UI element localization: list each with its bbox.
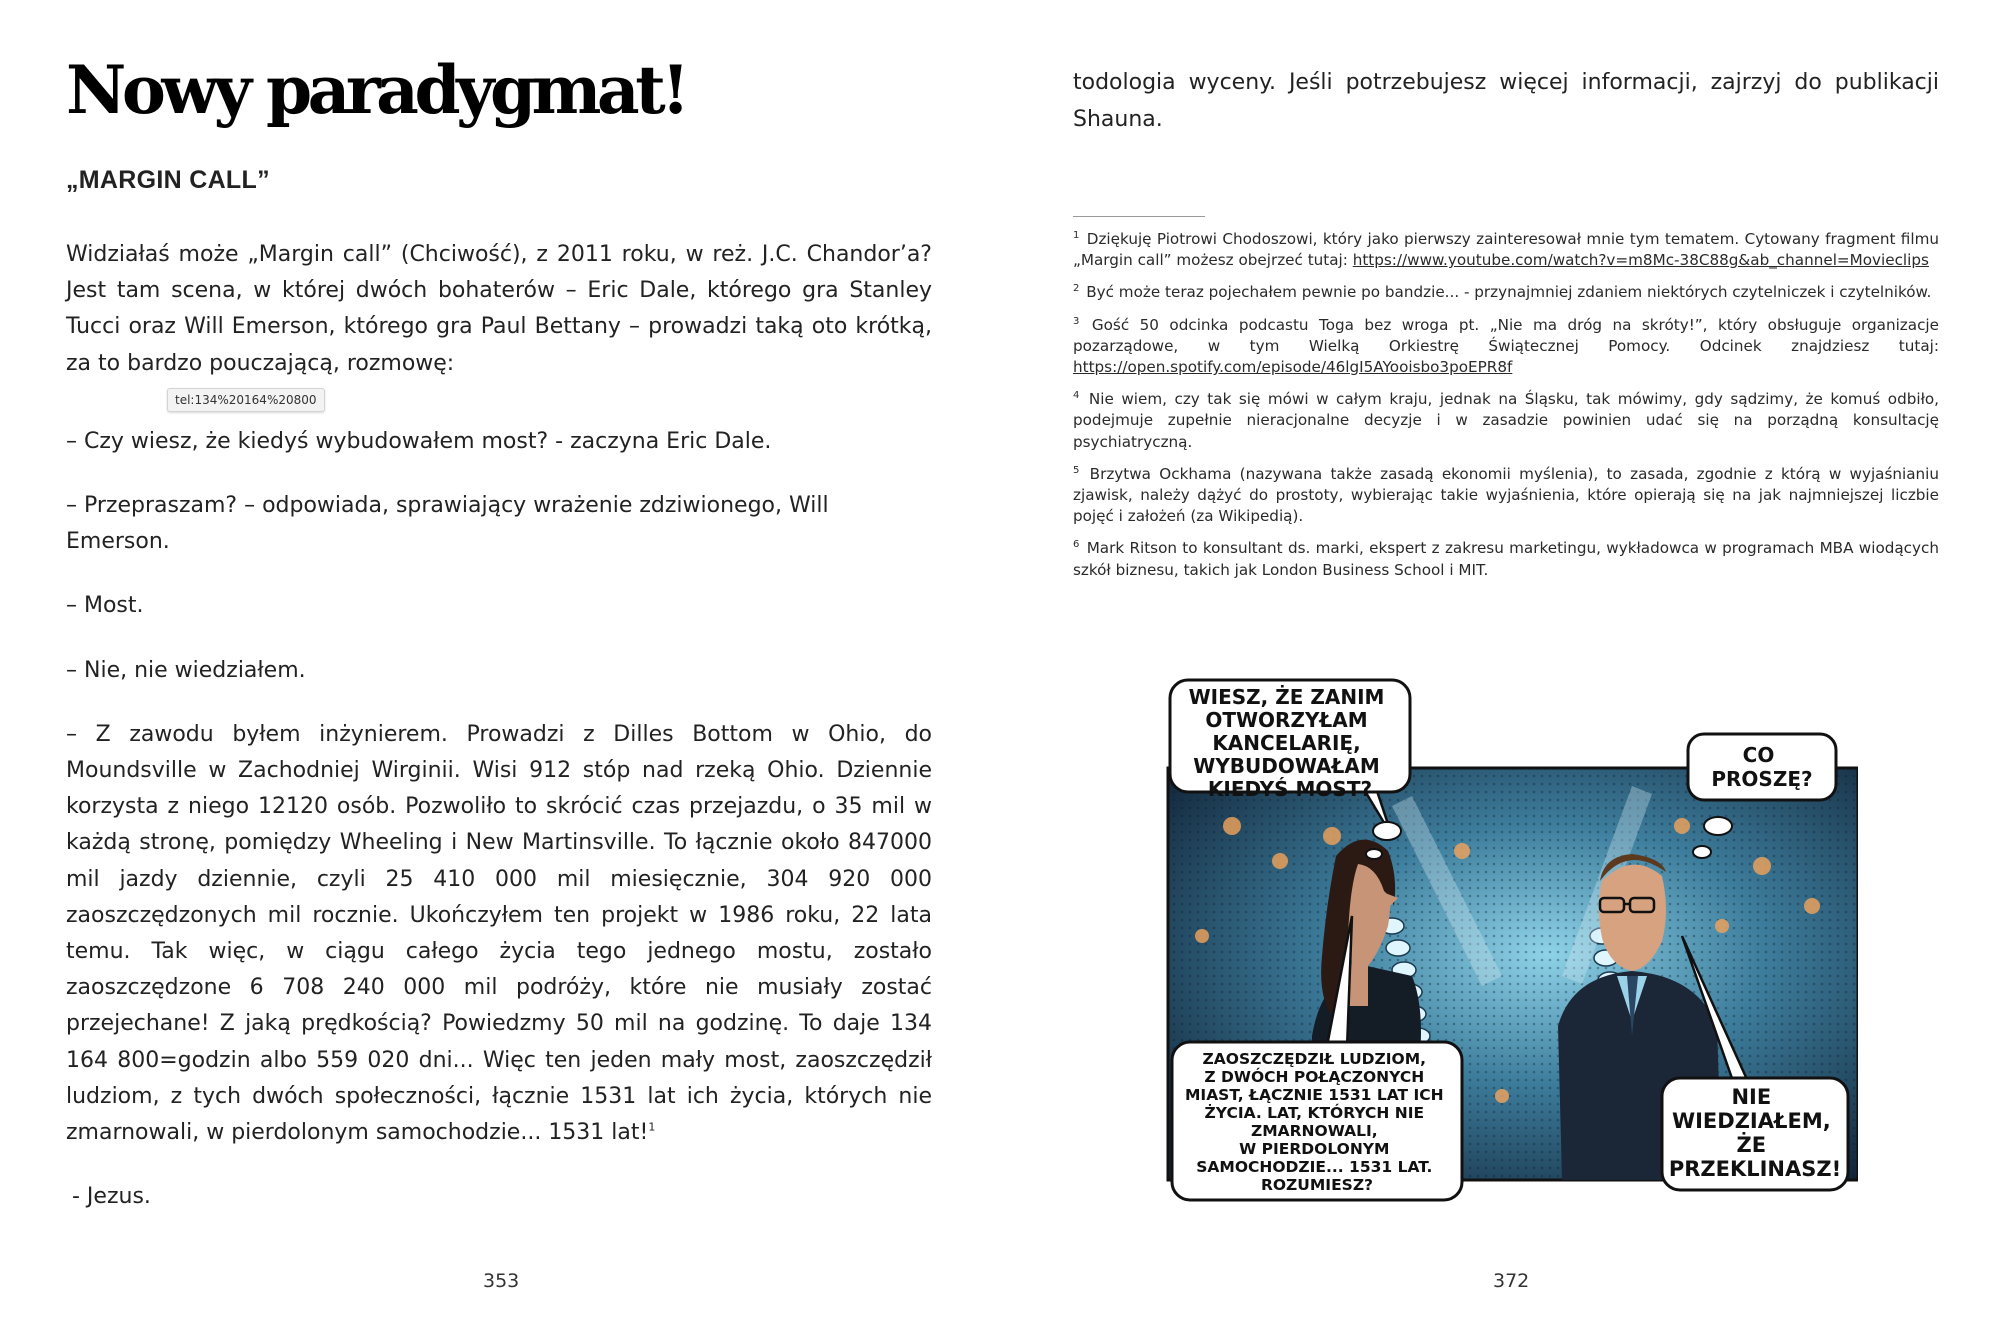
svg-text:WIESZ, ŻE ZANIM OTWORZ (1189, 685, 1392, 801)
balloon-4-line: WIEDZIAŁEM, (1671, 1109, 1831, 1133)
footnote-text: Gość 50 odcinka podcastu Toga bez wroga pt. „Nie ma dróg na skróty!”, który obsługuje organizacje pozarządowe, w tym Wielką Orkiestrę Świątecznej Pomocy. Odcinek znajdziesz tutaj: (1073, 315, 1940, 355)
footnote (1073, 464, 1939, 528)
footnote-text: Dziękuję Piotrowi Chodoszowi, który jako pierwszy zainteresował mnie tym tematem. Cytowany fragment filmu „Margin call” możesz obejrzeć tutaj: (1073, 230, 1939, 270)
balloon-3-line: ROZUMIESZ? (1260, 1176, 1374, 1194)
phone-link-tooltip[interactable]: tel:134%20164%20800 (167, 388, 325, 412)
footnote (1073, 389, 1939, 453)
balloon-3-line: ŻYCIA. LAT, KTÓRYCH NIE (1204, 1104, 1425, 1122)
story-text: – Z zawodu byłem inżynierem. Prowadzi z Dilles Bottom w Ohio, do Moundsville w Zachodniej Wirginii. Wisi 912 stóp nad rzeką Ohio. Dziennie korzysta z niego 12120 osób. Pozwoliło to skrócić czas przejazdu, o 35 mil w każdą stronę, pomiędzy Wheeling i New Martinsville. To łącznie około 847000 mil jazdy dziennie, czyli 25 410 000 mil miesięcznie, 304 920 000 zaoszczędzonych mil rocznie. Ukończyłem ten projekt w 1986 roku, 22 lata temu. Tak więc, w ciągu całego życia tego jednego mostu, zostało zaoszczędzone 6 708 240 000 mil podróży, które nie musiały zostać przejechane! Z jaką prędkością? Powiedzmy 50 mil na godzinę. To daje 134 164 800=godzin albo 559 020 dni... Więc ten jeden mały most, zaoszczędził ludziom, z tych dwóch społeczności, łącznie 1531 lat ich życia, których nie zmarnowali, w pierdolonym samochodzie... 1531 lat! (66, 721, 932, 1146)
balloon-4-line: PRZEKLINASZ! (1668, 1157, 1842, 1181)
footnote-text: Być może teraz pojechałem pewnie po bandzie... - przynajmniej zdaniem niektórych czytelniczek i czytelników. (1086, 283, 1932, 302)
footnote-text: Brzytwa Ockhama (nazywana także zasadą ekonomii myślenia), to zasada, zgodnie z którą w wyjaśnianiu zjawisk, należy dążyć do prostoty, wybierając takie wyjaśnienia, które opierają się na jak najmniejszej liczbie pojęć i założeń (za Wikipedią). (1073, 464, 1940, 526)
footnote (1073, 229, 1939, 271)
left-page (66, 48, 932, 1215)
balloon-3-line: ZAOSZCZĘDZIŁ LUDZIOM, (1202, 1050, 1427, 1068)
footnotes (1073, 229, 1939, 581)
balloon-1-line: KANCELARIĘ, (1212, 731, 1361, 755)
balloon-3-line: W PIERDOLONYM (1239, 1140, 1390, 1158)
footnote-number: 4 (1073, 390, 1080, 402)
balloon-3-line: ZMARNOWALI, (1250, 1122, 1378, 1140)
footnote-link[interactable]: https://www.youtube.com/watch?v=m8Mc-38C88g&ab_channel=Movieclips (1352, 251, 1929, 270)
balloon-2-line: PROSZĘ? (1711, 767, 1813, 791)
footnote-number: 5 (1073, 464, 1080, 476)
dialog-line: – Nie, nie wiedziałem. (66, 657, 306, 683)
footnote-number: 6 (1073, 539, 1080, 551)
footnote-number: 2 (1073, 283, 1080, 295)
balloon-4-line: ŻE (1736, 1133, 1767, 1157)
balloon-3-line: SAMOCHODZIE... 1531 LAT. (1196, 1158, 1433, 1176)
dialog-line: – Most. (66, 593, 144, 619)
page-number-left: 353 (483, 1270, 520, 1292)
balloon-2-line: CO (1742, 743, 1775, 767)
balloon-1-line: OTWORZYŁAM (1205, 708, 1368, 732)
dialog-line: – Przepraszam? – odpowiada, sprawiający wrażenie zdziwionego, Will Emerson. (66, 493, 829, 555)
balloon-1-line: WIESZ, ŻE ZANIM (1188, 685, 1385, 709)
comic-illustration (1162, 676, 1858, 1206)
balloon-1-line: KIEDYŚ MOST? (1207, 777, 1373, 801)
footnote-number: 3 (1073, 315, 1080, 327)
footnote (1073, 282, 1939, 303)
story-paragraph (66, 717, 932, 1151)
footnote-separator (1073, 216, 1205, 217)
balloon-1-line: WYBUDOWAŁAM (1193, 754, 1380, 778)
page-number-right: 372 (1493, 1270, 1530, 1292)
comic-svg (1162, 676, 1858, 1206)
tooltip-area (66, 382, 932, 424)
footnote (1073, 315, 1939, 379)
footnote (1073, 538, 1939, 580)
signoff: - Jezus. (72, 1184, 151, 1210)
continuation-paragraph: todologia wyceny. Jeśli potrzebujesz więcej informacji, zajrzyj do publikacji Shauna. (1073, 70, 1939, 132)
footnote-link[interactable]: https://open.spotify.com/episode/46lgI5AYooisbo3poEPR8f (1073, 358, 1513, 377)
balloon-3-line: Z DWÓCH POŁĄCZONYCH (1204, 1068, 1425, 1086)
balloon-3-line: MIAST, ŁĄCZNIE 1531 LAT ICH (1185, 1086, 1444, 1104)
footnote-text: Nie wiem, czy tak się mówi w całym kraju, jednak na Śląsku, tak mówimy, gdy sądzimy, że komuś odbiło, podejmuje zupełnie nieracjonalne decyzje i w zasadzie powinien udać się na porządną konsultację psychiatryczną. (1073, 390, 1940, 451)
intro-paragraph: Widziałaś może „Margin call” (Chciwość), z 2011 roku, w reż. J.C. Chandor’a? Jest tam scena, w której dwóch bohaterów – Eric Dale, którego gra Stanley Tucci oraz Will Emerson, którego gra Paul Bettany – prowadzi taką oto krótką, za to bardzo pouczającą, rozmowę: (66, 242, 932, 376)
footnote-text: Mark Ritson to konsultant ds. marki, ekspert z zakresu marketingu, wykładowca w programach MBA wiodących szkół biznesu, takich jak London Business School i MIT. (1073, 539, 1939, 579)
chapter-title: Nowy paradygmat! (66, 51, 686, 129)
balloon-4-line: NIE (1731, 1085, 1772, 1109)
section-heading: „MARGIN CALL” (66, 166, 270, 194)
dialog-line: – Czy wiesz, że kiedyś wybudowałem most? - zaczyna Eric Dale. (66, 428, 772, 454)
right-page (1073, 65, 1939, 592)
footnote-number: 1 (1073, 229, 1080, 241)
footnote-reference[interactable]: 1 (648, 1120, 656, 1134)
